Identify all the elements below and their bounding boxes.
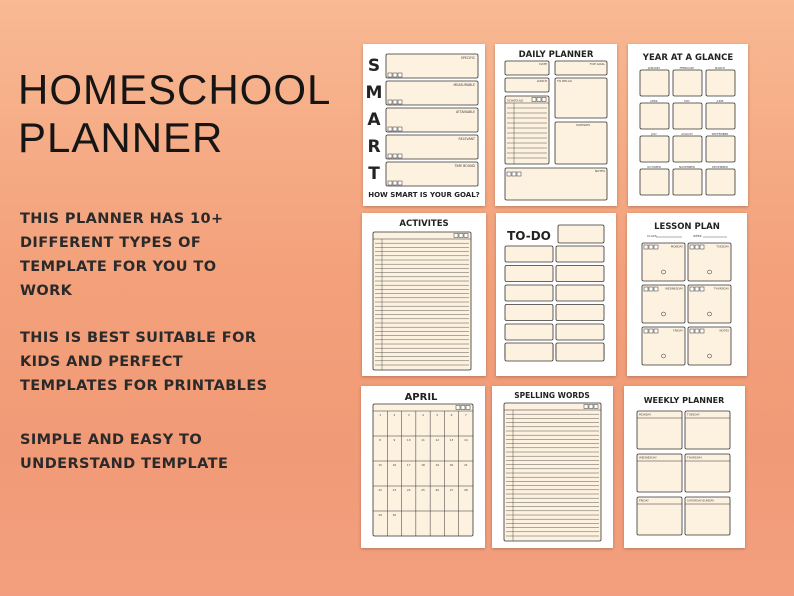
main-title [18,66,331,162]
calendar-date: 21 [464,463,468,467]
lesson-day-label: TUESDAY [716,244,729,249]
month-box [706,103,735,129]
window-control-icon [393,73,397,77]
calendar-date: 4 [422,413,424,417]
window-control-icon [532,98,536,102]
calendar-box [373,404,473,536]
lesson-day-label: THURSDAY [713,286,729,291]
para-line: SIMPLE AND EASY TO [20,432,203,448]
month-label: AUGUST [681,132,693,136]
smart-letter: R [367,137,381,157]
lesson-day-label: FRIDAY [673,328,683,333]
window-control-icon [459,234,463,238]
weekly-day-label: MONDAY [639,412,652,417]
month-label: MARCH [714,66,726,70]
calendar-date: 18 [421,463,425,467]
window-control-icon [644,329,648,333]
window-control-icon [388,181,392,185]
smart-row-label: SPECIFIC [460,56,475,60]
todo-box [556,343,604,361]
smart-row-label: TIME BOUND [454,164,475,168]
lesson-day-box [642,327,685,365]
window-control-icon [456,406,460,410]
weekly-day-box [637,411,682,449]
calendar-date: 15 [378,463,382,467]
calendar-date: 7 [464,413,467,417]
feature-paragraph-2 [20,326,320,398]
calendar-date: 27 [449,488,454,492]
title-line-2: PLANNER [18,114,224,161]
month-box [640,169,669,195]
window-control-icon [654,245,658,249]
window-control-icon [700,245,704,249]
window-control-icon [695,287,699,291]
calendar-date: 17 [406,463,411,467]
window-control-icon [512,172,516,176]
month-label: FEBRUARY [679,66,695,70]
window-control-icon [393,181,397,185]
daily-title: DAILY PLANNER [518,50,594,60]
todo-box [558,225,604,243]
calendar-date: 22 [378,488,382,492]
smart-letter: T [368,164,380,184]
supplies-box [555,122,607,164]
daily-planner-template [495,44,617,206]
window-control-icon [388,73,392,77]
lesson-title: LESSON PLAN [654,222,720,232]
window-control-icon [700,329,704,333]
to-relax-label: TO RELAX [557,79,572,83]
window-control-icon [690,329,694,333]
month-label: DECEMBER [712,165,728,169]
window-control-icon [537,98,541,102]
weekly-day-label: THURSDAY [687,455,703,460]
month-box [640,70,669,96]
month-label: JULY [651,132,657,136]
window-control-icon [393,127,397,131]
window-control-icon [393,100,397,104]
card-spelling-words [492,386,613,548]
schedule-label: SCHEDULE [507,98,524,103]
lesson-day-box [688,243,731,281]
activities-title: ACTIVITES [399,219,449,229]
month-box [706,136,735,162]
window-control-icon [466,406,470,410]
para-line: TEMPLATES FOR PRINTABLES [20,378,268,394]
weekly-day-box [685,454,730,492]
todo-box [505,266,553,282]
weekly-day-box [637,454,682,492]
title-line-1: HOMESCHOOL [18,66,332,113]
weekly-day-label: FRIDAY [639,498,649,503]
card-april [361,386,485,548]
todo-template [496,213,616,376]
weekly-day-label: TUESDAY [687,412,700,417]
calendar-date: 25 [421,488,425,492]
card-lesson-plan [627,213,747,376]
month-label: JANUARY [647,66,661,70]
todo-box [505,305,553,321]
window-control-icon [700,287,704,291]
weekly-planner-template [624,386,745,548]
lesson-day-label: NOTES [719,328,729,333]
todo-box [505,246,553,262]
card-year-at-a-glance [628,44,748,206]
lunch-label: LUNCH [536,79,547,83]
window-control-icon [690,287,694,291]
calendar-date: 23 [392,488,397,492]
para-line: UNDERSTAND TEMPLATE [20,456,229,472]
calendar-date: 13 [449,438,454,442]
to-relax-box [555,78,607,118]
activities-template [362,213,486,376]
window-control-icon [594,405,598,409]
window-control-icon [649,287,653,291]
calendar-date: 12 [435,438,440,442]
window-control-icon [649,329,653,333]
window-control-icon [644,245,648,249]
window-control-icon [388,154,392,158]
para-line: WORK [20,283,73,299]
month-box [673,169,702,195]
lesson-day-box [688,285,731,323]
calendar-date: 26 [435,488,440,492]
notes-label: NOTES [594,169,605,173]
window-control-icon [393,154,397,158]
window-control-icon [398,154,402,158]
card-weekly-planner [624,386,745,548]
calendar-date: 1 [379,413,382,417]
calendar-date: 9 [393,438,396,442]
calendar-date: 2 [393,413,396,417]
lesson-day-box [688,327,731,365]
para-line: TEMPLATE FOR YOU TO [20,259,217,275]
month-label: NOVEMBER [679,165,695,169]
smart-letter: M [365,83,383,103]
window-control-icon [584,405,588,409]
month-box [673,136,702,162]
window-control-icon [654,287,658,291]
spelling-words-template [492,386,613,548]
window-control-icon [461,406,465,410]
para-line: DIFFERENT TYPES OF [20,235,202,251]
todo-box [505,285,553,301]
lesson-day-box [642,243,685,281]
window-control-icon [649,245,653,249]
month-label: APRIL [650,99,658,103]
window-control-icon [644,287,648,291]
todo-box [556,285,604,301]
calendar-date: 30 [392,513,397,517]
month-box [706,169,735,195]
april-title: APRIL [404,392,438,403]
weekly-day-label: SATURDAY/SUNDAY [687,498,715,503]
calendar-date: 19 [435,463,440,467]
smart-row-label: MEASURABLE [453,83,475,87]
month-box [640,136,669,162]
card-activities [362,213,486,376]
window-control-icon [464,234,468,238]
calendar-date: 16 [392,463,397,467]
smart-template [363,44,485,206]
window-control-icon [454,234,458,238]
todo-box [505,343,553,361]
lesson-day-label: WEDNESDAY [665,286,683,291]
month-label: MAY [684,99,690,103]
para-line: KIDS AND PERFECT [20,354,184,370]
month-label: JUNE [716,99,724,103]
month-box [706,70,735,96]
lesson-plan-template [627,213,747,376]
lesson-day-label: MONDAY [670,244,683,249]
todo-box [556,246,604,262]
class-label: CLASS [647,234,657,238]
card-todo [496,213,616,376]
window-control-icon [589,405,593,409]
window-control-icon [542,98,546,102]
window-control-icon [398,100,402,104]
smart-letter: A [367,110,381,130]
year-template [628,44,748,206]
window-control-icon [654,329,658,333]
supplies-label: SUPPLIES [576,123,591,127]
window-control-icon [695,245,699,249]
window-control-icon [507,172,511,176]
month-box [640,103,669,129]
smart-letter: S [367,56,381,76]
calendar-date: 6 [450,413,453,417]
feature-paragraph-1 [20,207,320,303]
todo-box [556,305,604,321]
card-daily-planner [495,44,617,206]
year-title: YEAR AT A GLANCE [642,53,734,63]
date-label: DATE [539,62,547,66]
week-label: WEEK [693,234,702,238]
todo-box [556,266,604,282]
weekly-title: WEEKLY PLANNER [643,396,725,405]
top-goal-label: TOP GOAL [589,62,605,66]
feature-paragraph-3 [20,428,320,476]
smart-row-label: ATTAINABLE [455,110,475,114]
weekly-day-box [637,497,682,535]
window-control-icon [388,127,392,131]
spelling-title: SPELLING WORDS [514,391,590,400]
window-control-icon [398,73,402,77]
calendar-date: 10 [406,438,411,442]
month-box [673,70,702,96]
month-label: OCTOBER [647,165,661,169]
calendar-date: 8 [379,438,382,442]
activities-lined-paper [373,232,471,370]
window-control-icon [695,329,699,333]
calendar-date: 3 [407,413,410,417]
calendar-date: 14 [464,438,468,442]
month-label: SEPTEMBER [711,132,729,136]
window-control-icon [517,172,521,176]
lesson-day-box [642,285,685,323]
para-line: THIS IS BEST SUITABLE FOR [20,330,257,346]
calendar-date: 5 [436,413,439,417]
para-line: THIS PLANNER HAS 10+ [20,211,224,227]
calendar-date: 29 [378,513,382,517]
smart-row-label: RELEVANT [458,137,475,141]
window-control-icon [690,245,694,249]
window-control-icon [398,127,402,131]
calendar-date: 24 [406,488,411,492]
smart-footer: HOW SMART IS YOUR GOAL? [368,191,480,199]
calendar-date: 11 [421,438,425,442]
month-box [673,103,702,129]
schedule-box [505,96,549,164]
calendar-date: 20 [449,463,454,467]
weekly-day-box [685,497,730,535]
spelling-lined-paper [504,403,601,541]
todo-title: TO-DO [507,229,551,243]
window-control-icon [388,100,392,104]
calendar-date: 28 [464,488,468,492]
todo-box [556,324,604,340]
april-calendar-template [361,386,485,548]
weekly-day-label: WEDNESDAY [639,455,657,460]
todo-box [505,324,553,340]
card-smart [363,44,485,206]
weekly-day-box [685,411,730,449]
window-control-icon [398,181,402,185]
